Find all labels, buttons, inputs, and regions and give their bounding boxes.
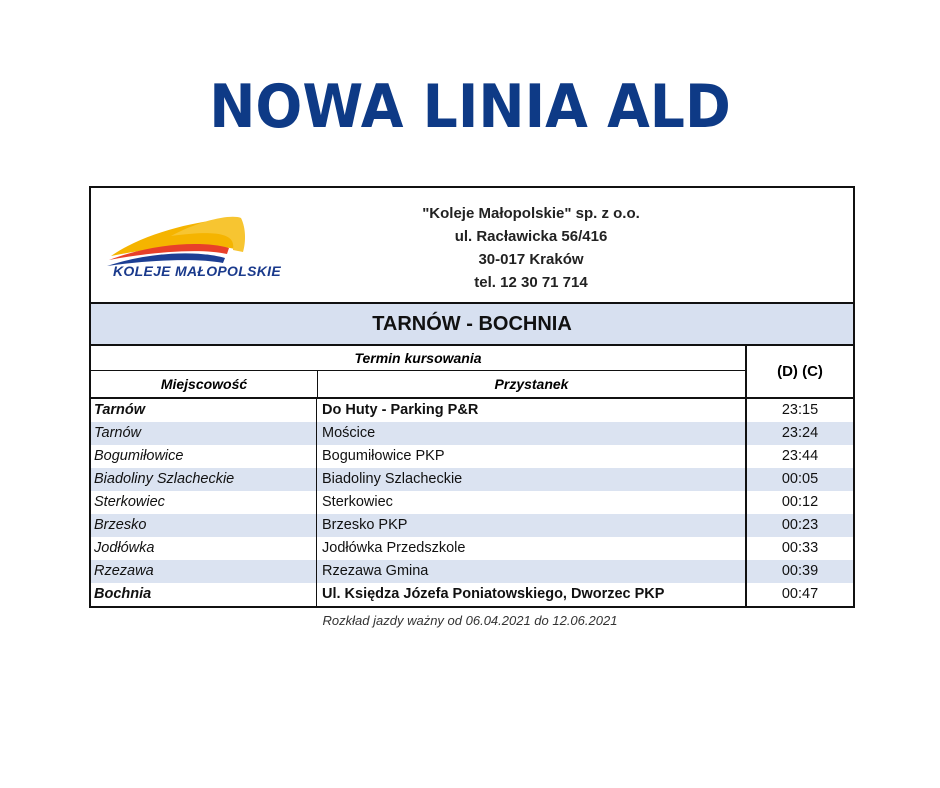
logo-text: KOLEJE MAŁOPOLSKIE bbox=[113, 263, 281, 279]
locality-cell: Brzesko bbox=[91, 514, 317, 537]
company-address bbox=[381, 202, 681, 294]
time-cell: 23:44 bbox=[781, 448, 819, 464]
table-row bbox=[91, 445, 853, 468]
time-cell: 00:12 bbox=[781, 494, 819, 510]
company-city: 30-017 Kraków bbox=[478, 251, 584, 268]
time-cell: 00:23 bbox=[781, 517, 819, 533]
stop-cell: Sterkowiec bbox=[318, 491, 747, 514]
company-phone: tel. 12 30 71 714 bbox=[474, 274, 588, 291]
time-cell: 00:05 bbox=[781, 471, 819, 487]
table-row bbox=[91, 422, 853, 445]
stop-cell: Ul. Księdza Józefa Poniatowskiego, Dworzec PKP bbox=[318, 583, 747, 606]
table-row bbox=[91, 491, 853, 514]
stop-cell: Brzesko PKP bbox=[318, 514, 747, 537]
locality-cell: Bochnia bbox=[91, 583, 317, 606]
stop-cell: Jodłówka Przedszkole bbox=[318, 537, 747, 560]
stop-cell: Biadoliny Szlacheckie bbox=[318, 468, 747, 491]
table-row bbox=[91, 560, 853, 583]
timetable-sheet bbox=[89, 186, 855, 608]
stop-cell: Rzezawa Gmina bbox=[318, 560, 747, 583]
header-stop: Przystanek bbox=[318, 371, 747, 399]
locality-cell: Rzezawa bbox=[91, 560, 317, 583]
timetable-rows bbox=[91, 399, 853, 606]
stop-cell: Mościce bbox=[318, 422, 747, 445]
header-term: Termin kursowania bbox=[91, 346, 747, 371]
header-days: (D) (C) bbox=[747, 346, 853, 399]
table-row bbox=[91, 514, 853, 537]
locality-cell: Jodłówka bbox=[91, 537, 317, 560]
locality-cell: Biadoliny Szlacheckie bbox=[91, 468, 317, 491]
locality-cell: Sterkowiec bbox=[91, 491, 317, 514]
company-header bbox=[91, 188, 853, 304]
table-row bbox=[91, 583, 853, 606]
locality-cell: Tarnów bbox=[91, 399, 317, 422]
header-locality: Miejscowość bbox=[91, 371, 318, 399]
locality-cell: Tarnów bbox=[91, 422, 317, 445]
time-cell: 00:33 bbox=[781, 540, 819, 556]
stop-cell: Bogumiłowice PKP bbox=[318, 445, 747, 468]
time-cell: 00:47 bbox=[781, 586, 819, 602]
company-name: "Koleje Małopolskie" sp. z o.o. bbox=[422, 205, 640, 222]
time-cell: 23:24 bbox=[781, 425, 819, 441]
page-headline: NOWA LINIA ALD bbox=[209, 72, 731, 142]
table-row bbox=[91, 537, 853, 560]
validity-footnote: Rozkład jazdy ważny od 06.04.2021 do 12.06.2021 bbox=[322, 613, 618, 628]
table-row bbox=[91, 399, 853, 422]
route-title: TARNÓW - BOCHNIA bbox=[91, 304, 853, 346]
stop-cell: Do Huty - Parking P&R bbox=[318, 399, 747, 422]
time-cell: 23:15 bbox=[781, 402, 819, 418]
table-row bbox=[91, 468, 853, 491]
locality-cell: Bogumiłowice bbox=[91, 445, 317, 468]
time-cell: 00:39 bbox=[781, 563, 819, 579]
company-street: ul. Racławicka 56/416 bbox=[454, 228, 608, 245]
